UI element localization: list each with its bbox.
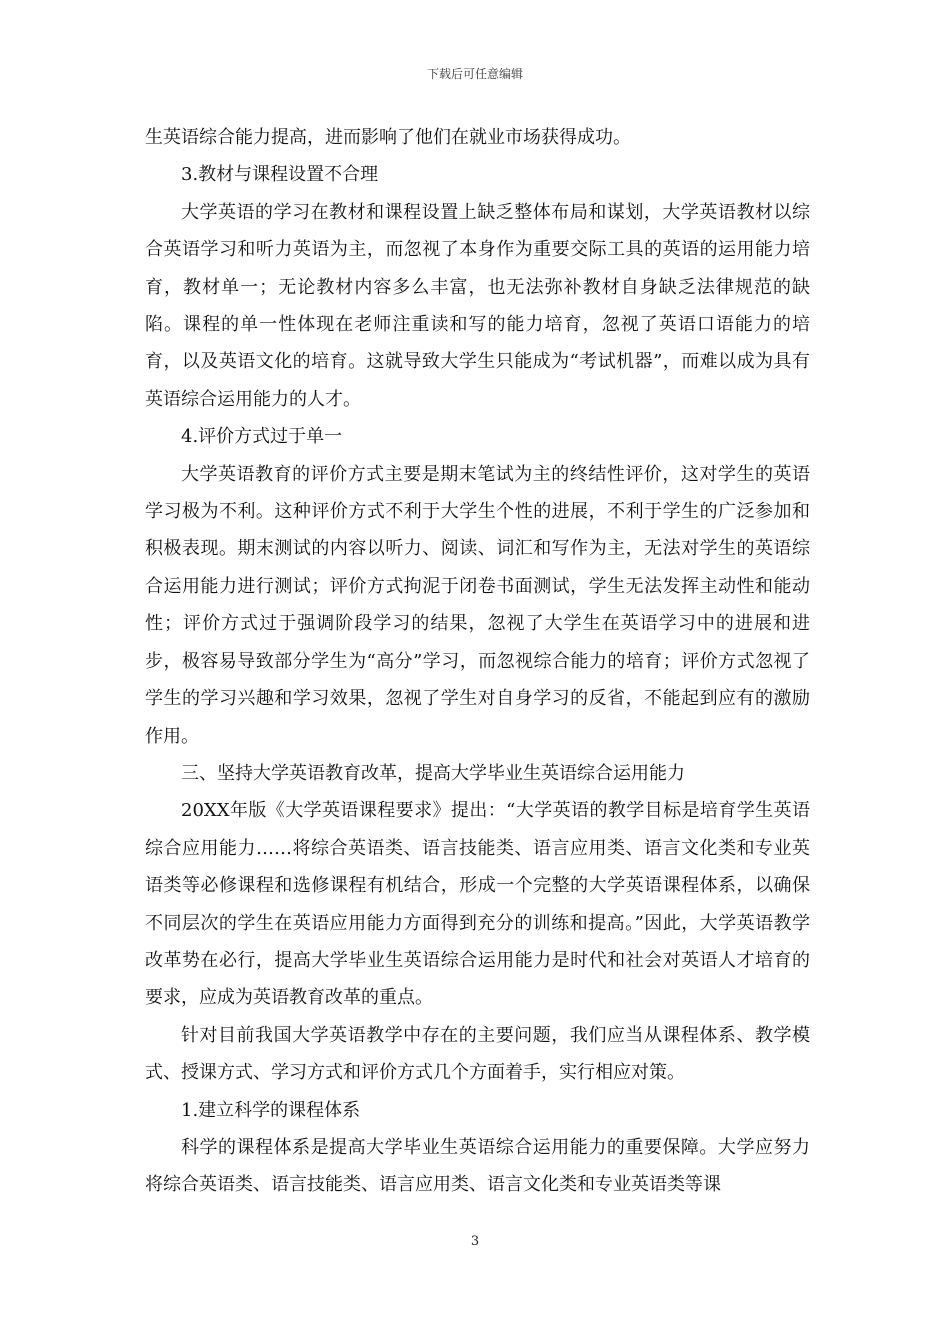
document-body <box>145 119 810 1204</box>
page-header-note: 下载后可任意编辑 <box>426 67 523 81</box>
paragraph-continuation: 生英语综合能力提高，进而影响了他们在就业市场获得成功。 <box>145 127 631 148</box>
paragraph-curriculum-requirements: 20XX年版《大学英语课程要求》提出：“大学英语的教学目标是培育学生英语综合应用能力……将综合英语类、语言技能类、语言应用类、语言文化类和专业英语类等必修课程和选修课程有机结合，形成一个完整的大学英语课程体系，以确保不同层次的学生在英语应用能力方面得到充分的训练和提高。”因此，大学英语教学改革势在必行，提高大学毕业生英语综合运用能力是时代和社会对英语人才培育的要求，应成为英语教育改革的重点。 <box>145 800 810 1009</box>
subheading-evaluation: 4.评价方式过于单一 <box>181 426 343 448</box>
paragraph-evaluation: 大学英语教育的评价方式主要是期末笔试为主的终结性评价，这对学生的英语学习极为不利。这种评价方式不利于大学生个性的进展，不利于学生的广泛参加和积极表现。期末测试的内容以听力、阅读、词汇和写作为主，无法对学生的英语综合运用能力进行测试；评价方式拘泥于闭卷书面测试，学生无法发挥主动性和能动性；评价方式过于强调阶段学习的结果，忽视了大学生在英语学习中的进展和进步，极容易导致部分学生为“高分”学习，而忽视综合能力的培育；评价方式忽视了学生的学习兴趣和学习效果，忽视了学生对自身学习的反省，不能起到应有的激励作用。 <box>145 463 810 747</box>
paragraph-countermeasures: 针对目前我国大学英语教学中存在的主要问题，我们应当从课程体系、教学模式、授课方式、学习方式和评价方式几个方面着手，实行相应对策。 <box>145 1024 810 1084</box>
page-number: 3 <box>470 1234 480 1249</box>
paragraph-textbook-curriculum: 大学英语的学习在教材和课程设置上缺乏整体布局和谋划，大学英语教材以综合英语学习和听力英语为主，而忽视了本身作为重要交际工具的英语的运用能力培育，教材单一；无论教材内容多么丰富，也无法弥补教材自身缺乏法律规范的缺陷。课程的单一性体现在老师注重读和写的能力培育，忽视了英语口语能力的培育，以及英语文化的培育。这就导致大学生只能成为“考试机器”，而难以成为具有英语综合运用能力的人才。 <box>145 201 810 410</box>
subheading-curriculum-system: 1.建立科学的课程体系 <box>181 1099 361 1121</box>
paragraph-curriculum-system: 科学的课程体系是提高大学毕业生英语综合运用能力的重要保障。大学应努力将综合英语类、语言技能类、语言应用类、语言文化类和专业英语类等课 <box>145 1136 810 1196</box>
subheading-textbook-curriculum: 3.教材与课程设置不合理 <box>181 164 379 186</box>
section-heading-reform: 三、坚持大学英语教育改革，提高大学毕业生英语综合运用能力 <box>181 762 685 784</box>
